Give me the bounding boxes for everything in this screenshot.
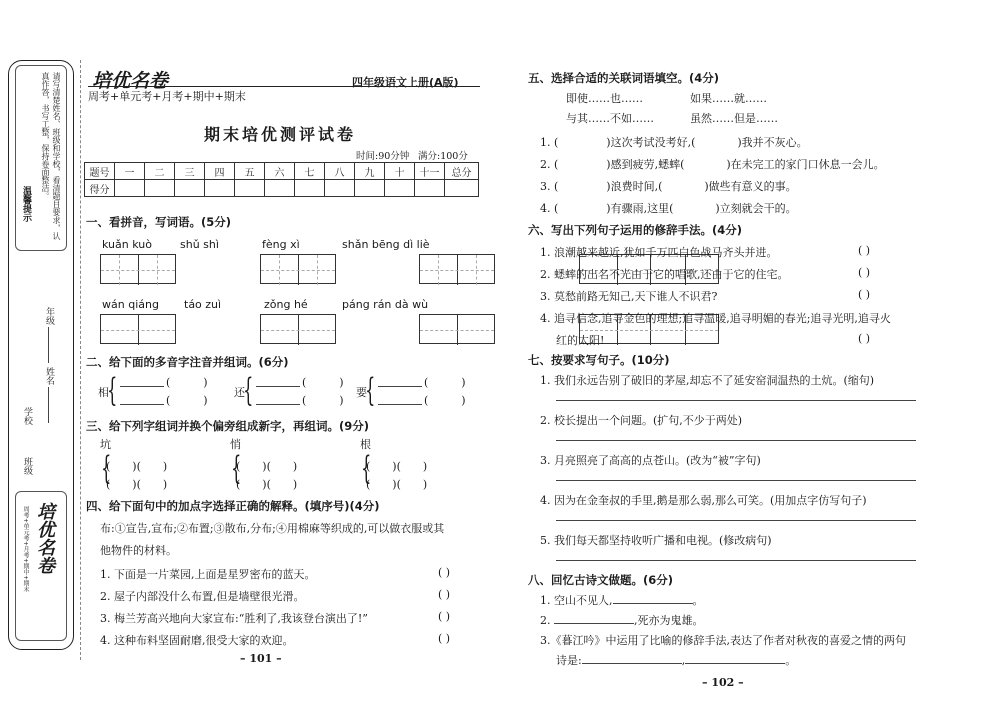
question-item: 4. 这种布料坚固耐磨,很受大家的欢迎。 <box>100 634 294 647</box>
tips-tag: 温馨提示 <box>21 186 31 222</box>
answer-line[interactable] <box>556 480 916 481</box>
radical-char: 坑 <box>100 438 111 451</box>
polyphone-row: 相 { ( ) ( ) 还 { ( ) ( ) 要 { ( ) ( ) <box>98 371 466 409</box>
writing-grid[interactable] <box>419 254 495 284</box>
writing-grid[interactable] <box>260 254 336 284</box>
writing-grid[interactable] <box>419 314 495 344</box>
score-cell: 七 <box>295 163 325 180</box>
radical-row: 坑 { ( )( ) ( )( ) 悄 { ( )( ) ( )( ) 根 { ( )( ) ( )( ) <box>100 438 428 491</box>
class-label: 班级 <box>22 457 32 475</box>
score-cell: 十 <box>385 163 415 180</box>
pinyin-label: shǔ shì <box>180 238 219 251</box>
answer-paren[interactable]: ( ) <box>438 588 451 601</box>
binding-gutter <box>8 60 74 650</box>
pinyin-label: páng rán dà wù <box>342 298 429 311</box>
score-cell: 十一 <box>415 163 445 180</box>
score-cell: 得分 <box>85 180 115 197</box>
answer-paren[interactable]: ( ) <box>858 288 871 301</box>
pinyin-label: táo zuì <box>184 298 222 311</box>
question-item: 2. 蟋蟀的出名不光由于它的唱歌,还由于它的住宅。 <box>540 268 789 281</box>
header-subtitle: 周考+单元考+月考+期中+期末 <box>88 90 246 103</box>
section-2-title: 二、给下面的多音字注音并组词。(6分) <box>86 355 289 369</box>
header-rule <box>88 86 480 87</box>
pinyin-label: kuǎn kuò <box>102 238 152 251</box>
gutter-brand-sub: 周考+单元考+月考+期中+期末 <box>22 506 29 593</box>
score-cell: 五 <box>235 163 265 180</box>
page-number-right: – 102 – <box>702 676 744 689</box>
score-cell: 六 <box>265 163 295 180</box>
polyphone-char: 要 <box>356 386 367 399</box>
question-item: 5. 我们每天都坚持收听广播和电视。(修改病句) <box>540 534 772 547</box>
section-5-title: 五、选择合适的关联词语填空。(4分) <box>528 71 720 85</box>
score-table-score-row <box>85 180 479 197</box>
answer-paren[interactable]: ( ) <box>858 332 871 345</box>
poem-item-3: 3.《暮江吟》中运用了比喻的修辞手法,表达了作者对秋夜的喜爱之情的两句 <box>540 634 906 647</box>
score-cell: 二 <box>145 163 175 180</box>
question-item: 2. 屋子内部没什么布置,但是墙壁很光滑。 <box>100 590 305 603</box>
poem-item-3-answer: 诗是: , 。 <box>556 654 797 667</box>
radical-char: 悄 <box>230 438 241 451</box>
polyphone-char: 还 <box>234 386 245 399</box>
writing-grid[interactable] <box>100 314 176 344</box>
page-number-left: – 101 – <box>240 652 282 665</box>
writing-grid-row-1 <box>100 254 479 287</box>
school-label: 学校 <box>22 407 32 425</box>
section-3-title: 三、给下列字组词并换个偏旁组成新字，再组词。(9分) <box>86 419 370 433</box>
pinyin-label: shǎn bēng dì liè <box>342 238 430 251</box>
grade-label: 年级 <box>44 307 54 325</box>
fill-item: 2. ( )感到疲劳,蟋蟀( )在未完工的家门口休息一会儿。 <box>540 158 885 171</box>
question-item: 3. 梅兰芳高兴地向大家宣布:“胜利了,我该登台演出了!” <box>100 612 368 625</box>
pinyin-label: zǒng hé <box>264 298 308 311</box>
score-cell: 八 <box>325 163 355 180</box>
definition-line-1: 布:①宣告,宣布;②布置;③散布,分布;④用棉麻等织成的,可以做衣服或其 <box>100 522 445 535</box>
score-cell: 三 <box>175 163 205 180</box>
question-item: 3. 莫愁前路无知己,天下谁人不识君? <box>540 290 718 303</box>
poem-item-2: 2. ,死亦为鬼雄。 <box>540 614 704 627</box>
fill-item: 3. ( )浪费时间,( )做些有意义的事。 <box>540 180 797 193</box>
conjunction-option: 与其……不如…… <box>566 112 654 125</box>
score-cell: 总分 <box>445 163 479 180</box>
section-6-title: 六、写出下列句子运用的修辞手法。(4分) <box>528 223 743 237</box>
fill-item: 4. ( )有骤雨,这里( )立刻就会干的。 <box>540 202 797 215</box>
answer-line[interactable] <box>556 560 916 561</box>
header-brand-logo: 培优名卷 <box>92 70 169 92</box>
pinyin-label: fèng xì <box>262 238 300 251</box>
answer-line[interactable] <box>556 520 916 521</box>
writing-grid-row-2 <box>100 314 479 347</box>
score-table <box>84 162 479 197</box>
name-label: 姓名 <box>44 367 54 385</box>
section-8-title: 八、回忆古诗文做题。(6分) <box>528 573 674 587</box>
answer-paren[interactable]: ( ) <box>438 566 451 579</box>
exam-title: 期末培优测评试卷 <box>203 125 356 144</box>
question-item: 4. 追寻信念,追寻金色的理想;追寻温暖,追寻明媚的春光;追寻光明,追寻火 <box>540 312 891 325</box>
definition-line-2: 他物件的材料。 <box>100 544 177 557</box>
gutter-logo-box <box>15 491 67 641</box>
gutter-brand-logo: 培优名卷 <box>34 502 55 574</box>
header-series: 四年级语文上册(A版) <box>352 76 459 89</box>
section-1-title: 一、看拼音，写词语。(5分) <box>86 215 232 229</box>
exam-time: 时间:90分钟 <box>356 151 410 162</box>
writing-grid[interactable] <box>260 314 336 344</box>
question-item: 3. 月亮照亮了高高的点苍山。(改为“被”字句) <box>540 454 761 467</box>
score-cell: 题号 <box>85 163 115 180</box>
score-table-header-row <box>85 163 479 180</box>
radical-char: 根 <box>360 438 371 451</box>
question-item: 1. 我们永远告别了破旧的茅屋,却忘不了延安窑洞温热的土炕。(缩句) <box>540 374 875 387</box>
tips-instructions: 请写清楚姓名、班级和学校，看清题目要求，认真作答，书写工整，保持卷面整洁。 <box>41 72 61 240</box>
writing-grid[interactable] <box>100 254 176 284</box>
pinyin-label: wán qiáng <box>102 298 159 311</box>
fill-item: 1. ( )这次考试没考好,( )我并不灰心。 <box>540 136 808 149</box>
answer-line[interactable] <box>556 400 916 401</box>
answer-paren[interactable]: ( ) <box>438 610 451 623</box>
conjunction-option: 如果……就…… <box>690 92 767 105</box>
poem-item-1: 1. 空山不见人, 。 <box>540 594 704 607</box>
question-item: 1. 浪潮越来越近,犹如千万匹白色战马齐头并进。 <box>540 246 778 259</box>
answer-paren[interactable]: ( ) <box>858 244 871 257</box>
score-cell: 九 <box>355 163 385 180</box>
score-cell: 一 <box>115 163 145 180</box>
conjunction-option: 即使……也…… <box>566 92 643 105</box>
tips-box <box>15 65 67 251</box>
question-item-cont: 红的太阳! <box>556 334 605 347</box>
polyphone-char: 相 <box>98 386 109 399</box>
exam-full-score: 满分:100分 <box>418 151 468 162</box>
question-item: 4. 因为在金奎叔的手里,鹅是那么弱,那么可笑。(用加点字仿写句子) <box>540 494 867 507</box>
answer-paren[interactable]: ( ) <box>438 632 451 645</box>
answer-line[interactable] <box>556 440 916 441</box>
cut-line <box>80 60 81 660</box>
section-4-title: 四、给下面句中的加点字选择正确的解释。(填序号)(4分) <box>86 499 380 513</box>
question-item: 1. 下面是一片菜园,上面是星罗密布的蓝天。 <box>100 568 316 581</box>
conjunction-option: 虽然……但是…… <box>690 112 778 125</box>
score-cell: 四 <box>205 163 235 180</box>
answer-paren[interactable]: ( ) <box>858 266 871 279</box>
question-item: 2. 校长提出一个问题。(扩句,不少于两处) <box>540 414 743 427</box>
student-info <box>15 257 67 487</box>
section-7-title: 七、按要求写句子。(10分) <box>528 353 670 367</box>
